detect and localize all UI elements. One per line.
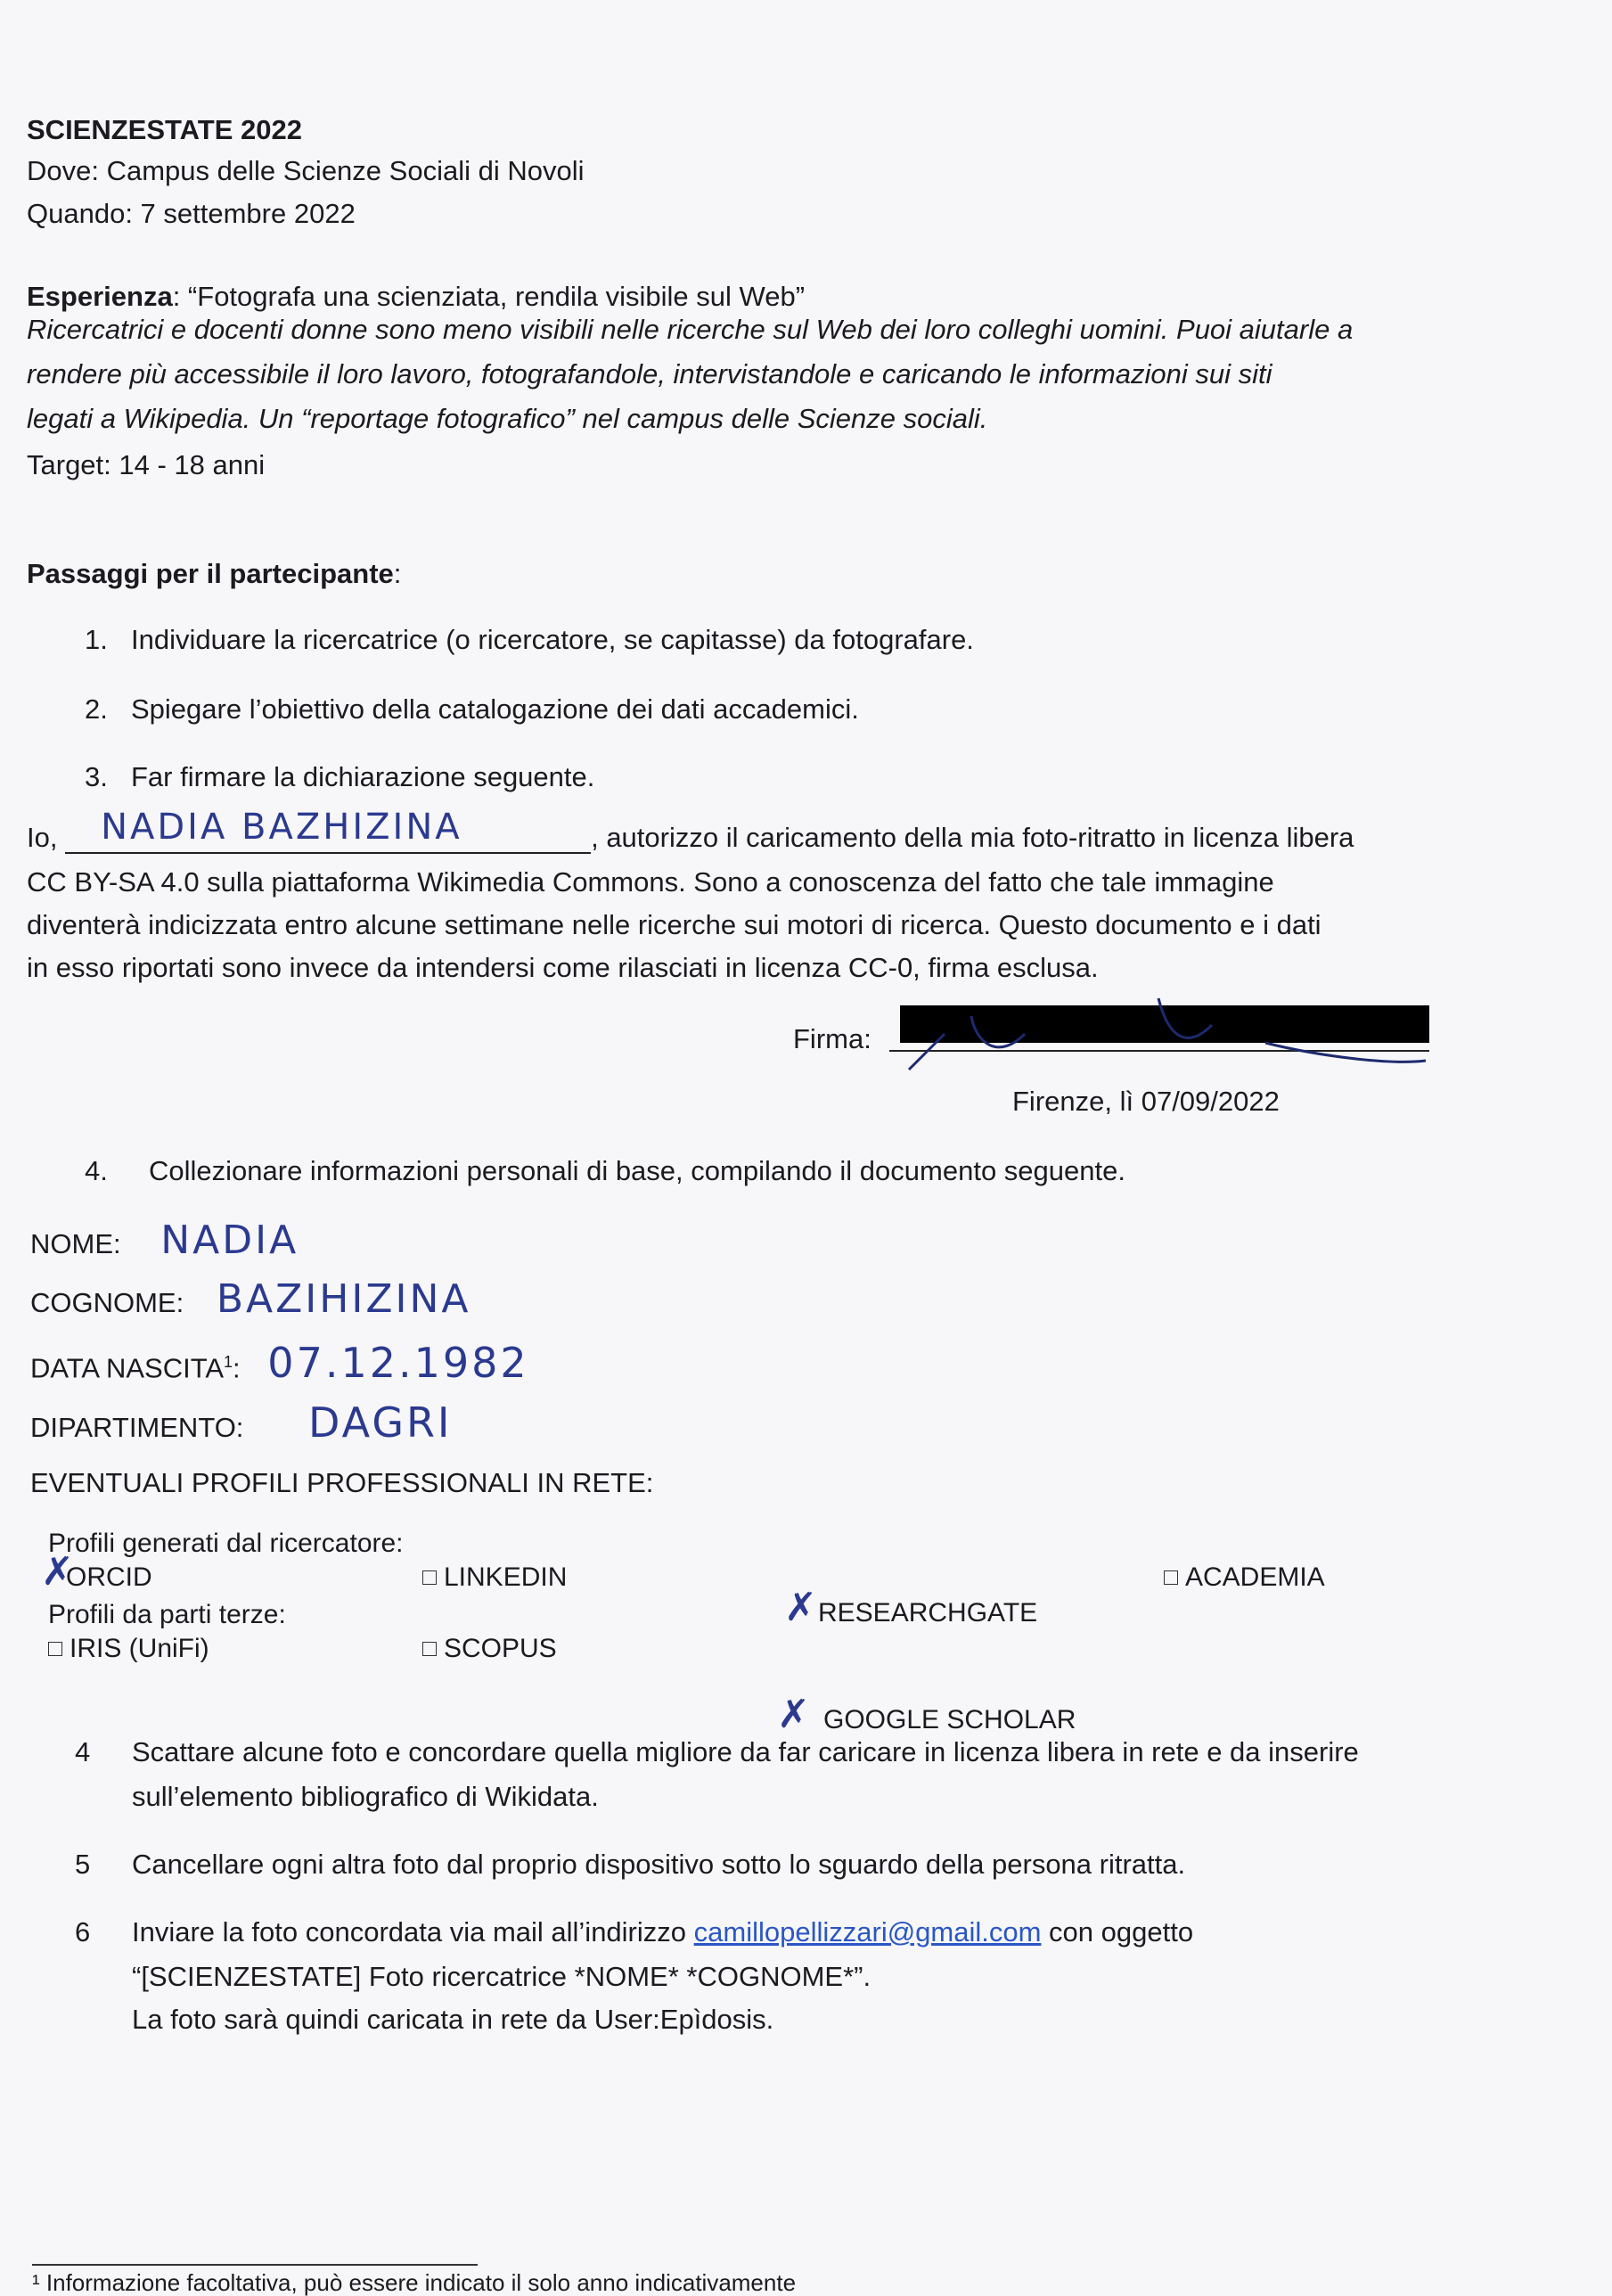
- email-link[interactable]: camillopellizzari@gmail.com: [693, 1916, 1042, 1948]
- cognome-row: COGNOME: BAZIHIZINA: [30, 1276, 471, 1322]
- dipartimento-row: DIPARTIMENTO: DAGRI: [30, 1398, 453, 1447]
- checkbox-icon: [48, 1642, 62, 1656]
- step-send-note: La foto sarà quindi caricata in rete da User:Epìdosis.: [132, 2004, 774, 2035]
- name-field[interactable]: [65, 807, 591, 854]
- place-date: Firenze, lì 07/09/2022: [1012, 1086, 1280, 1117]
- declaration-line-2: CC BY-SA 4.0 sulla piattaforma Wikimedia Commons. Sono a conoscenza del fatto che tale immagine: [27, 866, 1274, 898]
- declaration-line-4: in esso riportati sono invece da intendersi come rilasciati in licenza CC-0, firma esclusa.: [27, 952, 1099, 983]
- step-send: 6 Inviare la foto concordata via mail all’indirizzo camillopellizzari@gmail.com con oggetto: [75, 1916, 1194, 1948]
- steps-heading: Passaggi per il partecipante:: [27, 558, 402, 589]
- handwritten-name: NADIA BAZHIZINA: [101, 807, 462, 848]
- experience-title: : “Fotografa una scienziata, rendila visibile sul Web”: [172, 281, 806, 312]
- profile-orcid[interactable]: ✗ ORCID: [41, 1549, 152, 1595]
- checkbox-icon: [1164, 1570, 1178, 1585]
- check-mark-icon: ✗: [777, 1692, 810, 1737]
- cognome-value: BAZIHIZINA: [216, 1276, 471, 1322]
- step-3: 3. Far firmare la dichiarazione seguente.: [85, 761, 595, 792]
- footnote: ¹ Informazione facoltativa, può essere indicato il solo anno indicativamente: [32, 2269, 797, 2296]
- step-photo-line-2: sull’elemento bibliografico di Wikidata.: [132, 1781, 599, 1812]
- event-location: Dove: Campus delle Scienze Sociali di Novoli: [27, 155, 585, 186]
- nascita-row: DATA NASCITA$^1$: 07.12.1982: [30, 1339, 529, 1388]
- dipartimento-value: DAGRI: [308, 1398, 453, 1447]
- experience-heading: [27, 279, 805, 315]
- third-profiles-label: Profili da parti terze:: [48, 1600, 286, 1629]
- event-date: Quando: 7 settembre 2022: [27, 198, 356, 229]
- declaration-line-3: diventerà indicizzata entro alcune settimane nelle ricerche sui motori di ricerca. Questo documento e i dati: [27, 909, 1322, 940]
- event-title: SCIENZESTATE 2022: [27, 114, 302, 145]
- profili-label: EVENTUALI PROFILI PROFESSIONALI IN RETE:: [30, 1467, 654, 1498]
- nome-row: NOME: NADIA: [30, 1218, 299, 1263]
- check-mark-icon: ✗: [784, 1585, 817, 1630]
- footnote-rule: [32, 2264, 478, 2266]
- target-age: Target: 14 - 18 anni: [27, 449, 266, 480]
- profile-scopus[interactable]: SCOPUS: [422, 1631, 557, 1667]
- experience-desc-line-3: legati a Wikipedia. Un “reportage fotografico” nel campus delle Scienze sociali.: [27, 403, 988, 434]
- step-photo: 4 Scattare alcune foto e concordare quella migliore da far caricare in licenza libera in rete e da inserire: [75, 1736, 1359, 1767]
- experience-desc-line-1: Ricercatrici e docenti donne sono meno visibili nelle ricerche sul Web dei loro colleghi uomini. Puoi aiutarle a: [27, 314, 1354, 345]
- step-1: 1. Individuare la ricercatrice (o ricercatore, se capitasse) da fotografare.: [85, 624, 974, 655]
- profile-researchgate[interactable]: ✗ RESEARCHGATE: [784, 1585, 1038, 1630]
- checkbox-icon: [422, 1570, 437, 1585]
- experience-desc-line-2: rendere più accessibile il loro lavoro, fotografandole, intervistandole e caricando le informazioni sui siti: [27, 358, 1272, 390]
- nascita-value: 07.12.1982: [267, 1339, 529, 1388]
- profile-google-scholar[interactable]: ✗ GOOGLE SCHOLAR: [777, 1692, 1076, 1737]
- declaration-line-1: Io, NADIA BAZHIZINA , autorizzo il caricamento della mia foto-ritratto in licenza libera: [27, 807, 1354, 853]
- nome-value: NADIA: [160, 1218, 299, 1263]
- check-mark-icon: ✗: [41, 1549, 74, 1595]
- self-profiles-label: Profili generati dal ricercatore:: [48, 1529, 404, 1558]
- profile-iris[interactable]: IRIS (UniFi): [48, 1631, 209, 1667]
- experience-label: Esperienza: [27, 281, 173, 312]
- signature-label: Firma:: [793, 1023, 871, 1054]
- checkbox-icon: [422, 1642, 437, 1656]
- signature-scribble: [891, 980, 1426, 1078]
- profile-academia[interactable]: ACADEMIA: [1164, 1560, 1325, 1595]
- step-send-subject: “[SCIENZESTATE] Foto ricercatrice *NOME* *COGNOME*”.: [132, 1961, 871, 1992]
- profile-linkedin[interactable]: LINKEDIN: [422, 1560, 567, 1595]
- step-4-collect: 4. Collezionare informazioni personali di base, compilando il documento seguente.: [85, 1155, 1125, 1186]
- step-delete: 5 Cancellare ogni altra foto dal proprio dispositivo sotto lo sguardo della persona ritratta.: [75, 1849, 1186, 1880]
- step-2: 2. Spiegare l’obiettivo della catalogazione dei dati accademici.: [85, 693, 859, 725]
